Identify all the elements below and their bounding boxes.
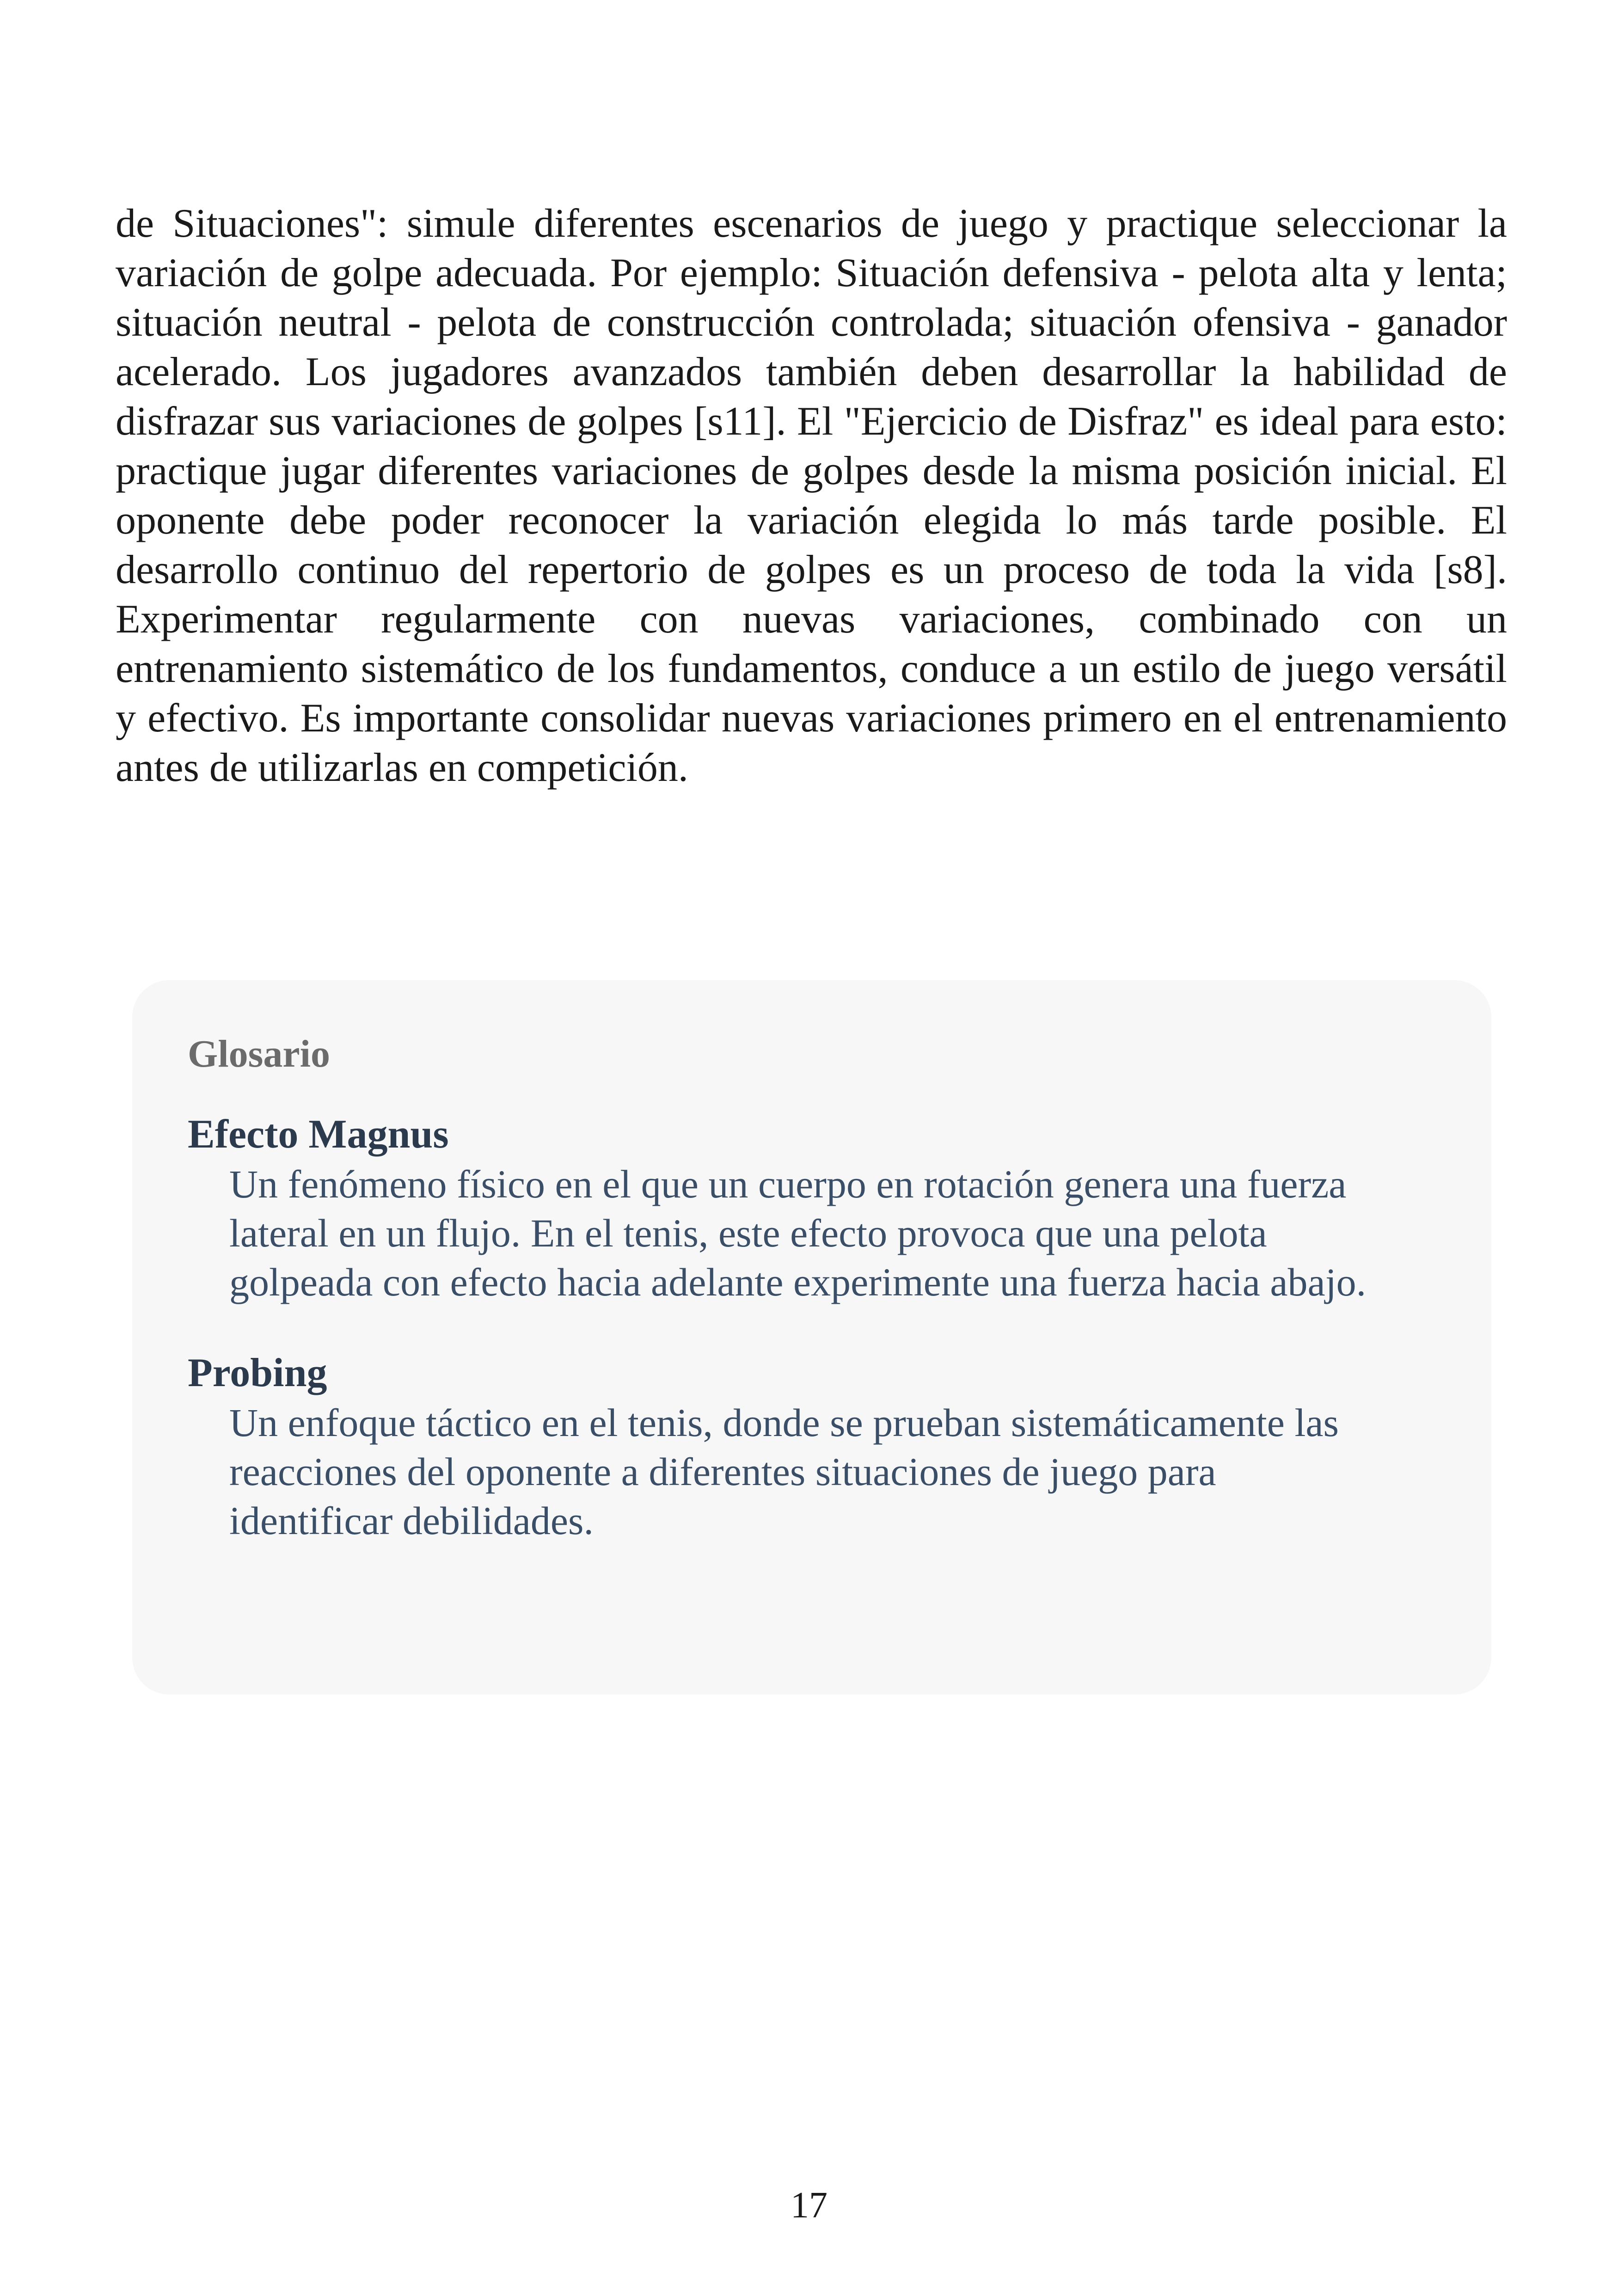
glossary-term-definition: Un fenómeno físico en el que un cuerpo en rotación genera una fuerza lateral en un flujo. En el tenis, este efecto provoca que una pelota golpeada con efecto hacia adelante experimente una fuerza hacia abajo. xyxy=(229,1162,1367,1304)
glossary-box xyxy=(132,980,1491,1694)
glossary-term xyxy=(188,1348,1436,1545)
page-number: 17 xyxy=(791,2185,827,2226)
glossary-term-definition: Un enfoque táctico en el tenis, donde se prueban sistemáticamente las reacciones del oponente a diferentes situaciones de juego para identificar debilidades. xyxy=(229,1400,1339,1543)
body-paragraph: de Situaciones": simule diferentes escenarios de juego y practique seleccionar la variación de golpe adecuada. Por ejemplo: Situación defensiva - pelota alta y lenta; situación neutral - pelota de construcción controlada; situación ofensiva - ganador acelerado. Los jugadores avanzados también deben desarrollar la habilidad de disfrazar sus variaciones de golpes [s11]. El "Ejercicio de Disfraz" es ideal para esto: practique jugar diferentes variaciones de golpes desde la misma posición inicial. El oponente debe poder reconocer la variación elegida lo más tarde posible. El desarrollo continuo del repertorio de golpes es un proceso de toda la vida [s8]. Experimentar regularmente con nuevas variaciones, combinado con un entrenamiento sistemático de los fundamentos, conduce a un estilo de juego versátil y efectivo. Es importante consolidar nuevas variaciones primero en el entrenamiento antes de utilizarlas en competición. xyxy=(116,201,1507,790)
glossary-term xyxy=(188,1110,1436,1307)
glossary-term-name: Efecto Magnus xyxy=(188,1112,449,1157)
glossary-term-name: Probing xyxy=(188,1351,327,1395)
glossary-title: Glosario xyxy=(188,1032,330,1075)
